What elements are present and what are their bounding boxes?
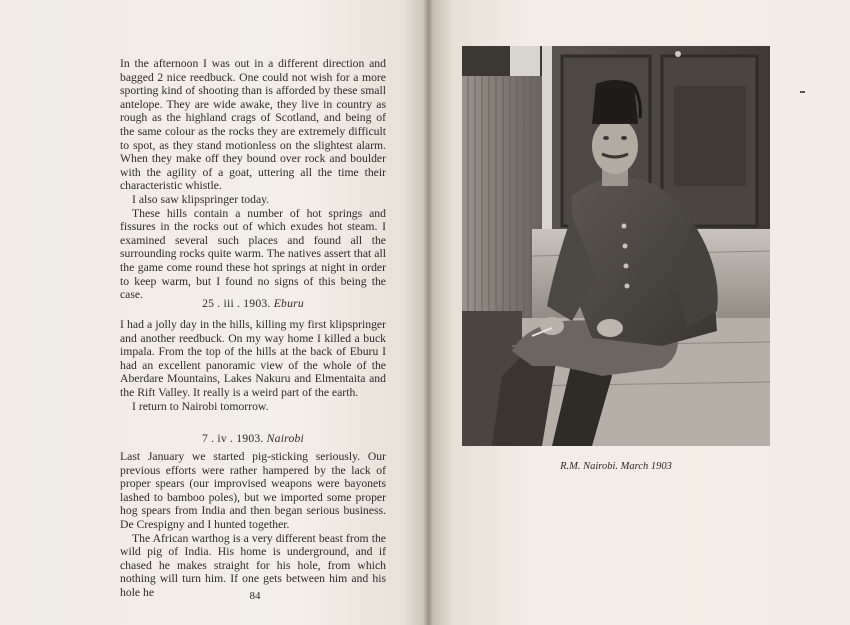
page-number: 84 <box>249 590 261 602</box>
book-gutter <box>423 0 433 625</box>
entry-place: Nairobi <box>266 432 305 445</box>
hand-right <box>597 319 623 337</box>
eburu-text <box>120 318 386 413</box>
page-speck <box>800 91 805 93</box>
paragraph-hot-springs: These hills contain a number of hot springs and fissures in the rocks out of which exudes hot steam. I examined several such places and found all the surrounding rocks quite warm. The natives assert that all the game come round these hot springs at night in order to keep warm, but I found no signs of this being the case. <box>120 206 386 302</box>
entry-date: 7 . iv . 1903. <box>201 432 264 445</box>
paragraph-jolly-day: I had a jolly day in the hills, killing my first klipspringer and another reedbuck. On my way home I killed a buck impala. From the top of the hills at the back of Eburu I had an excellent panoramic view of the whole of the Aberdare Mountains, Lakes Nakuru and Elmentaita and the Rift Valley. It really is a weird part of the earth. <box>120 318 386 399</box>
paragraph-klipspringer: I also saw klipspringer today. <box>132 192 270 206</box>
paragraph-pig-sticking: Last January we started pig-sticking seriously. Our previous efforts were rather hampered by the lack of proper spears (our improvised weapons were bayonets lashed to bamboo poles), but we imported some proper hog spears from India and then began serious business. De Crespigny and I hunted together. <box>120 450 386 531</box>
portrait-illustration <box>462 46 770 446</box>
paragraph-reedbuck: In the afternoon I was out in a different direction and bagged 2 nice reedbuck. One could not wish for a more sporting kind of shooting than is afforded by these small antelope. They are wide awake, they live in country as rough as the highland crags of Scotland, and being of the same colour as the rocks they are extremely difficult to spot, as they stand motionless on the slightest alarm. When they make off they bound over rock and boulder with the agility of a goat, uttering all the time their characteristic whistle. <box>120 57 386 193</box>
fez-hat <box>592 80 638 124</box>
face <box>592 118 638 174</box>
portrait-photo <box>462 46 770 446</box>
nairobi-text <box>120 450 386 600</box>
entry-date: 25 . iii . 1903. <box>202 297 271 310</box>
entry-place: Eburu <box>273 297 304 310</box>
photo-caption: R.M. Nairobi. March 1903 <box>560 461 672 472</box>
paragraph-return: I return to Nairobi tomorrow. <box>132 399 269 413</box>
entry-heading-nairobi <box>120 432 386 445</box>
paragraph-warthog: The African warthog is a very different beast from the wild pig of India. His home is underground, and if chased he makes straight for his hole, from which nothing will turn him. If one gets between him and his hole he <box>120 531 386 599</box>
entry-heading-eburu <box>120 297 386 310</box>
corrugated-wall <box>462 46 542 316</box>
opening-text <box>120 57 386 302</box>
